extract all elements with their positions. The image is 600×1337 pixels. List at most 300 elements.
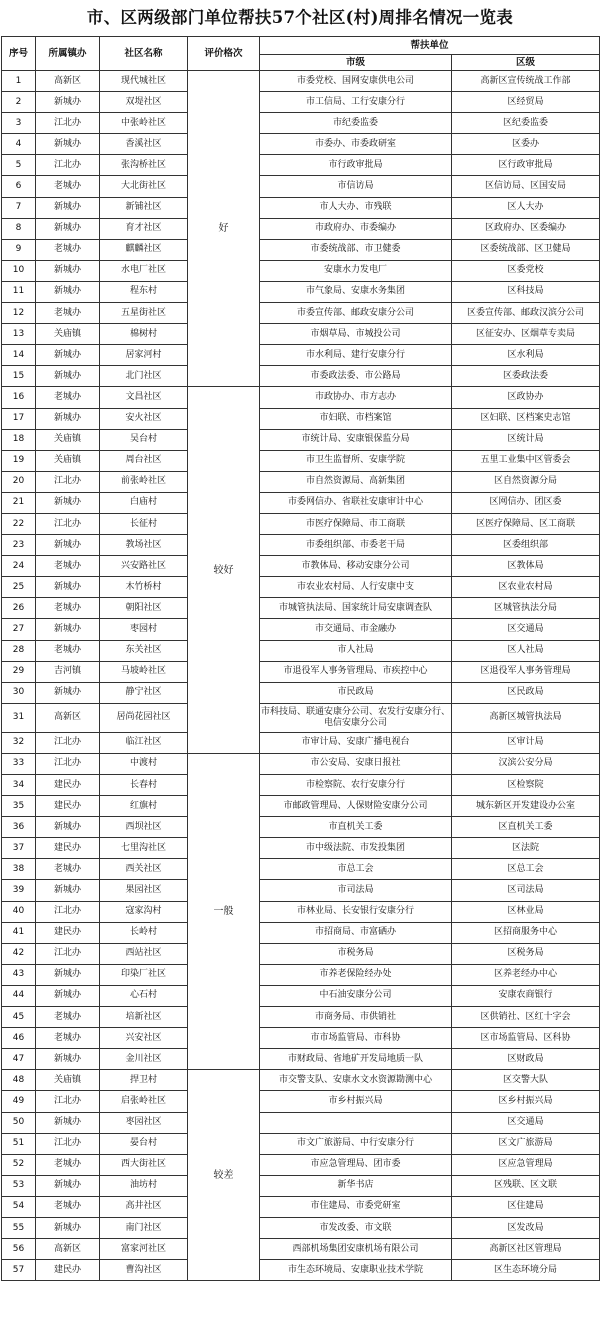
row-town: 新城办 <box>36 1112 100 1133</box>
row-city-unit: 市委网信办、省联社安康审计中心 <box>260 492 452 513</box>
row-district-unit: 安康农商银行 <box>452 985 600 1006</box>
row-community: 长春村 <box>100 775 188 796</box>
row-district-unit: 区民政局 <box>452 682 600 703</box>
row-number: 15 <box>2 366 36 387</box>
row-community: 静宁社区 <box>100 682 188 703</box>
row-city-unit: 市委宣传部、邮政安康分公司 <box>260 303 452 324</box>
table-row <box>2 1260 600 1281</box>
row-district-unit: 区统计局 <box>452 429 600 450</box>
row-district-unit: 区水利局 <box>452 345 600 366</box>
row-town: 老城办 <box>36 556 100 577</box>
row-number: 52 <box>2 1154 36 1175</box>
row-city-unit: 西部机场集团安康机场有限公司 <box>260 1239 452 1260</box>
row-district-unit: 区交通局 <box>452 619 600 640</box>
row-community: 白庙村 <box>100 492 188 513</box>
row-city-unit: 市卫生监督所、安康学院 <box>260 450 452 471</box>
row-city-unit: 市招商局、市富硒办 <box>260 922 452 943</box>
row-number: 32 <box>2 732 36 753</box>
row-number: 42 <box>2 943 36 964</box>
row-number: 43 <box>2 964 36 985</box>
table-row <box>2 71 600 92</box>
row-district-unit: 区行政审批局 <box>452 155 600 176</box>
row-town: 新城办 <box>36 260 100 281</box>
table-row <box>2 1239 600 1260</box>
header-grade: 评价格次 <box>188 37 260 71</box>
row-town: 新城办 <box>36 1175 100 1196</box>
row-number: 45 <box>2 1007 36 1028</box>
row-town: 新城办 <box>36 577 100 598</box>
row-number: 33 <box>2 753 36 774</box>
row-number: 41 <box>2 922 36 943</box>
row-number: 5 <box>2 155 36 176</box>
row-community: 马坡岭社区 <box>100 661 188 682</box>
row-district-unit: 区经贸局 <box>452 92 600 113</box>
row-number: 50 <box>2 1112 36 1133</box>
row-city-unit: 市财政局、省地矿开发局地质一队 <box>260 1049 452 1070</box>
table-row <box>2 985 600 1006</box>
table-row <box>2 324 600 345</box>
row-city-unit: 市司法局 <box>260 880 452 901</box>
grade-cell: 一般 <box>188 753 260 1069</box>
row-town: 新城办 <box>36 964 100 985</box>
row-number: 21 <box>2 492 36 513</box>
row-community: 捍卫村 <box>100 1070 188 1091</box>
row-city-unit: 市养老保险经办处 <box>260 964 452 985</box>
row-city-unit: 市生态环境局、安康职业技术学院 <box>260 1260 452 1281</box>
row-number: 3 <box>2 113 36 134</box>
row-number: 44 <box>2 985 36 1006</box>
row-number: 53 <box>2 1175 36 1196</box>
row-city-unit: 市交警支队、安康水文水资源勘测中心 <box>260 1070 452 1091</box>
row-community: 曹沟社区 <box>100 1260 188 1281</box>
row-city-unit: 市农业农村局、人行安康中支 <box>260 577 452 598</box>
row-number: 8 <box>2 218 36 239</box>
table-row <box>2 796 600 817</box>
row-city-unit: 市工信局、工行安康分行 <box>260 92 452 113</box>
row-number: 29 <box>2 661 36 682</box>
row-city-unit: 市妇联、市档案馆 <box>260 408 452 429</box>
row-city-unit: 市总工会 <box>260 859 452 880</box>
row-city-unit: 市行政审批局 <box>260 155 452 176</box>
row-city-unit: 市市场监管局、市科协 <box>260 1028 452 1049</box>
table-row <box>2 1070 600 1091</box>
row-city-unit: 市人社局 <box>260 640 452 661</box>
row-district-unit: 区总工会 <box>452 859 600 880</box>
row-district-unit: 区委政法委 <box>452 366 600 387</box>
row-town: 新城办 <box>36 492 100 513</box>
row-number: 27 <box>2 619 36 640</box>
table-row <box>2 753 600 774</box>
row-community: 安火社区 <box>100 408 188 429</box>
table-row <box>2 682 600 703</box>
row-town: 老城办 <box>36 1154 100 1175</box>
row-town: 新城办 <box>36 408 100 429</box>
header-town: 所属镇办 <box>36 37 100 71</box>
row-town: 新城办 <box>36 1049 100 1070</box>
row-town: 老城办 <box>36 387 100 408</box>
row-city-unit: 市直机关工委 <box>260 817 452 838</box>
row-town: 关庙镇 <box>36 450 100 471</box>
row-number: 9 <box>2 239 36 260</box>
row-community: 东关社区 <box>100 640 188 661</box>
table-row <box>2 661 600 682</box>
table-row <box>2 1133 600 1154</box>
row-town: 新城办 <box>36 281 100 302</box>
row-community: 西站社区 <box>100 943 188 964</box>
row-district-unit: 区养老经办中心 <box>452 964 600 985</box>
header-city: 市级 <box>260 55 452 71</box>
table-row <box>2 1028 600 1049</box>
table-row <box>2 155 600 176</box>
row-community: 金川社区 <box>100 1049 188 1070</box>
row-district-unit: 区退役军人事务管理局 <box>452 661 600 682</box>
row-city-unit: 市税务局 <box>260 943 452 964</box>
row-district-unit: 区网信办、团区委 <box>452 492 600 513</box>
row-district-unit: 城东新区开发建设办公室 <box>452 796 600 817</box>
row-community: 长征村 <box>100 513 188 534</box>
header-district: 区级 <box>452 55 600 71</box>
header-community: 社区名称 <box>100 37 188 71</box>
row-city-unit: 新华书店 <box>260 1175 452 1196</box>
row-district-unit: 区纪委监委 <box>452 113 600 134</box>
row-town: 老城办 <box>36 303 100 324</box>
row-district-unit: 区应急管理局 <box>452 1154 600 1175</box>
row-town: 江北办 <box>36 1091 100 1112</box>
table-row <box>2 817 600 838</box>
table-row <box>2 260 600 281</box>
row-number: 46 <box>2 1028 36 1049</box>
table-row <box>2 239 600 260</box>
row-district-unit: 区税务局 <box>452 943 600 964</box>
row-community: 程东村 <box>100 281 188 302</box>
table-row <box>2 408 600 429</box>
row-district-unit: 区供销社、区红十字会 <box>452 1007 600 1028</box>
row-city-unit: 市委党校、国网安康供电公司 <box>260 71 452 92</box>
row-community: 育才社区 <box>100 218 188 239</box>
table-row <box>2 703 600 732</box>
row-town: 新城办 <box>36 985 100 1006</box>
row-town: 江北办 <box>36 155 100 176</box>
row-number: 24 <box>2 556 36 577</box>
row-city-unit: 市纪委监委 <box>260 113 452 134</box>
row-community: 西大街社区 <box>100 1154 188 1175</box>
row-community: 木竹桥村 <box>100 577 188 598</box>
table-row <box>2 492 600 513</box>
row-community: 枣园社区 <box>100 1112 188 1133</box>
row-number: 40 <box>2 901 36 922</box>
table-row <box>2 535 600 556</box>
row-number: 39 <box>2 880 36 901</box>
table-row <box>2 775 600 796</box>
table-row <box>2 1049 600 1070</box>
row-town: 建民办 <box>36 1260 100 1281</box>
row-number: 48 <box>2 1070 36 1091</box>
row-city-unit: 市商务局、市供销社 <box>260 1007 452 1028</box>
row-town: 吉河镇 <box>36 661 100 682</box>
row-community: 印染厂社区 <box>100 964 188 985</box>
table-row <box>2 176 600 197</box>
row-town: 新城办 <box>36 1217 100 1238</box>
row-town: 建民办 <box>36 922 100 943</box>
row-town: 江北办 <box>36 1133 100 1154</box>
row-community: 果园社区 <box>100 880 188 901</box>
row-city-unit: 市交通局、市金融办 <box>260 619 452 640</box>
row-district-unit: 区妇联、区档案史志馆 <box>452 408 600 429</box>
row-community: 高井社区 <box>100 1196 188 1217</box>
header-support: 帮扶单位 <box>260 37 600 55</box>
row-district-unit: 区市场监管局、区科协 <box>452 1028 600 1049</box>
row-town: 关庙镇 <box>36 324 100 345</box>
page-title: 市、区两级部门单位帮扶57个社区(村)周排名情况一览表 <box>86 8 514 27</box>
row-city-unit: 市中级法院、市发投集团 <box>260 838 452 859</box>
row-district-unit: 区司法局 <box>452 880 600 901</box>
row-district-unit: 区发改局 <box>452 1217 600 1238</box>
row-town: 新城办 <box>36 218 100 239</box>
row-city-unit: 市乡村振兴局 <box>260 1091 452 1112</box>
row-district-unit: 区交通局 <box>452 1112 600 1133</box>
row-community: 吴台村 <box>100 429 188 450</box>
row-district-unit: 高新区城管执法局 <box>452 703 600 732</box>
row-district-unit: 区委党校 <box>452 260 600 281</box>
table-row <box>2 1175 600 1196</box>
row-city-unit: 市气象局、安康水务集团 <box>260 281 452 302</box>
row-number: 17 <box>2 408 36 429</box>
row-city-unit: 市住建局、市委党研室 <box>260 1196 452 1217</box>
table-row <box>2 1007 600 1028</box>
table-row <box>2 281 600 302</box>
row-town: 江北办 <box>36 732 100 753</box>
row-district-unit: 高新区社区管理局 <box>452 1239 600 1260</box>
row-community: 西坝社区 <box>100 817 188 838</box>
table-row <box>2 838 600 859</box>
table-row <box>2 640 600 661</box>
row-number: 7 <box>2 197 36 218</box>
row-district-unit: 区政府办、区委编办 <box>452 218 600 239</box>
row-city-unit: 市委政法委、市公路局 <box>260 366 452 387</box>
table-row <box>2 732 600 753</box>
row-number: 18 <box>2 429 36 450</box>
row-town: 新城办 <box>36 619 100 640</box>
row-community: 心石村 <box>100 985 188 1006</box>
table-row <box>2 134 600 155</box>
table-row <box>2 471 600 492</box>
table-row <box>2 1217 600 1238</box>
row-town: 新城办 <box>36 345 100 366</box>
table-row <box>2 513 600 534</box>
row-community: 富家河社区 <box>100 1239 188 1260</box>
row-number: 47 <box>2 1049 36 1070</box>
grade-cell: 好 <box>188 71 260 387</box>
row-district-unit: 区法院 <box>452 838 600 859</box>
row-district-unit: 区农业农村局 <box>452 577 600 598</box>
table-row <box>2 92 600 113</box>
row-number: 2 <box>2 92 36 113</box>
row-number: 37 <box>2 838 36 859</box>
table-body <box>2 71 600 1281</box>
row-city-unit: 市邮政管理局、人保财险安康分公司 <box>260 796 452 817</box>
row-city-unit: 市统计局、安康银保监分局 <box>260 429 452 450</box>
row-number: 14 <box>2 345 36 366</box>
row-town: 老城办 <box>36 1007 100 1028</box>
row-town: 新城办 <box>36 366 100 387</box>
row-number: 25 <box>2 577 36 598</box>
row-community: 中张岭社区 <box>100 113 188 134</box>
row-district-unit: 高新区宣传统战工作部 <box>452 71 600 92</box>
row-town: 高新区 <box>36 1239 100 1260</box>
row-community: 新铺社区 <box>100 197 188 218</box>
row-town: 新城办 <box>36 682 100 703</box>
row-community: 香溪社区 <box>100 134 188 155</box>
row-city-unit: 市政协办、市方志办 <box>260 387 452 408</box>
row-community: 教场社区 <box>100 535 188 556</box>
row-community: 兴安社区 <box>100 1028 188 1049</box>
row-number: 4 <box>2 134 36 155</box>
row-community: 现代城社区 <box>100 71 188 92</box>
row-district-unit: 区交警大队 <box>452 1070 600 1091</box>
row-community: 周台社区 <box>100 450 188 471</box>
table-row <box>2 450 600 471</box>
row-community: 培新社区 <box>100 1007 188 1028</box>
table-row <box>2 1112 600 1133</box>
row-town: 老城办 <box>36 176 100 197</box>
row-city-unit: 市烟草局、市城投公司 <box>260 324 452 345</box>
table-row <box>2 964 600 985</box>
table-row <box>2 943 600 964</box>
row-town: 新城办 <box>36 92 100 113</box>
row-city-unit: 市自然资源局、高新集团 <box>260 471 452 492</box>
row-town: 老城办 <box>36 239 100 260</box>
row-community: 张沟桥社区 <box>100 155 188 176</box>
row-city-unit: 市水利局、建行安康分行 <box>260 345 452 366</box>
table-row <box>2 197 600 218</box>
row-town: 江北办 <box>36 901 100 922</box>
table-row <box>2 598 600 619</box>
row-community: 朝阳社区 <box>100 598 188 619</box>
row-number: 57 <box>2 1260 36 1281</box>
row-number: 20 <box>2 471 36 492</box>
row-city-unit: 市医疗保障局、市工商联 <box>260 513 452 534</box>
row-district-unit: 区城管执法分局 <box>452 598 600 619</box>
row-city-unit: 市发改委、市文联 <box>260 1217 452 1238</box>
row-district-unit: 区委组织部 <box>452 535 600 556</box>
row-district-unit: 区检察院 <box>452 775 600 796</box>
row-community: 西关社区 <box>100 859 188 880</box>
row-number: 12 <box>2 303 36 324</box>
row-town: 老城办 <box>36 859 100 880</box>
row-district-unit: 区委宣传部、邮政汉滨分公司 <box>452 303 600 324</box>
row-community: 中渡村 <box>100 753 188 774</box>
row-district-unit: 区人大办 <box>452 197 600 218</box>
row-city-unit: 市审计局、安康广播电视台 <box>260 732 452 753</box>
row-number: 54 <box>2 1196 36 1217</box>
row-community: 长岭村 <box>100 922 188 943</box>
header-no: 序号 <box>2 37 36 71</box>
ranking-table <box>1 36 600 1281</box>
row-city-unit: 市人大办、市残联 <box>260 197 452 218</box>
row-district-unit: 汉滨公安分局 <box>452 753 600 774</box>
row-community: 麒麟社区 <box>100 239 188 260</box>
row-district-unit: 区文广旅游局 <box>452 1133 600 1154</box>
row-number: 13 <box>2 324 36 345</box>
row-city-unit: 市委组织部、市委老干局 <box>260 535 452 556</box>
table-row <box>2 901 600 922</box>
row-district-unit: 区委办 <box>452 134 600 155</box>
row-number: 30 <box>2 682 36 703</box>
grade-cell: 较好 <box>188 387 260 754</box>
row-town: 老城办 <box>36 1028 100 1049</box>
row-district-unit: 区征安办、区烟草专卖局 <box>452 324 600 345</box>
row-town: 江北办 <box>36 753 100 774</box>
row-number: 11 <box>2 281 36 302</box>
row-community: 五星街社区 <box>100 303 188 324</box>
row-town: 新城办 <box>36 197 100 218</box>
row-city-unit: 安康水力发电厂 <box>260 260 452 281</box>
row-city-unit: 市委统战部、市卫健委 <box>260 239 452 260</box>
row-community: 寇家沟村 <box>100 901 188 922</box>
row-number: 51 <box>2 1133 36 1154</box>
row-community: 临江社区 <box>100 732 188 753</box>
table-row <box>2 1154 600 1175</box>
row-number: 49 <box>2 1091 36 1112</box>
row-town: 江北办 <box>36 513 100 534</box>
row-city-unit: 市文广旅游局、中行安康分行 <box>260 1133 452 1154</box>
row-town: 建民办 <box>36 796 100 817</box>
row-town: 老城办 <box>36 1196 100 1217</box>
table-row <box>2 429 600 450</box>
row-district-unit: 区信访局、区国安局 <box>452 176 600 197</box>
row-district-unit: 区科技局 <box>452 281 600 302</box>
row-town: 新城办 <box>36 880 100 901</box>
table-row <box>2 345 600 366</box>
row-community: 南门社区 <box>100 1217 188 1238</box>
row-town: 建民办 <box>36 838 100 859</box>
row-city-unit: 市科技局、联通安康分公司、农发行安康分行、电信安康分公司 <box>260 703 452 732</box>
row-town: 老城办 <box>36 640 100 661</box>
row-district-unit: 区财政局 <box>452 1049 600 1070</box>
row-community: 油坊村 <box>100 1175 188 1196</box>
row-city-unit <box>260 1112 452 1133</box>
row-district-unit: 五里工业集中区管委会 <box>452 450 600 471</box>
row-town: 老城办 <box>36 598 100 619</box>
row-city-unit: 市退役军人事务管理局、市疾控中心 <box>260 661 452 682</box>
row-town: 关庙镇 <box>36 429 100 450</box>
row-number: 55 <box>2 1217 36 1238</box>
row-district-unit: 区生态环境分局 <box>452 1260 600 1281</box>
row-city-unit: 市信访局 <box>260 176 452 197</box>
row-community: 文昌社区 <box>100 387 188 408</box>
table-row <box>2 859 600 880</box>
table-row <box>2 218 600 239</box>
row-town: 高新区 <box>36 71 100 92</box>
row-town: 江北办 <box>36 113 100 134</box>
row-town: 新城办 <box>36 817 100 838</box>
row-city-unit: 市委办、市委政研室 <box>260 134 452 155</box>
row-city-unit: 市城管执法局、国家统计局安康调查队 <box>260 598 452 619</box>
table-row <box>2 619 600 640</box>
row-number: 16 <box>2 387 36 408</box>
row-district-unit: 区自然资源分局 <box>452 471 600 492</box>
row-city-unit: 市林业局、长安银行安康分行 <box>260 901 452 922</box>
row-district-unit: 区委统战部、区卫健局 <box>452 239 600 260</box>
row-number: 26 <box>2 598 36 619</box>
row-number: 22 <box>2 513 36 534</box>
row-number: 10 <box>2 260 36 281</box>
row-community: 兴安路社区 <box>100 556 188 577</box>
table-row <box>2 366 600 387</box>
table-row <box>2 556 600 577</box>
row-district-unit: 区乡村振兴局 <box>452 1091 600 1112</box>
grade-cell: 较差 <box>188 1070 260 1281</box>
